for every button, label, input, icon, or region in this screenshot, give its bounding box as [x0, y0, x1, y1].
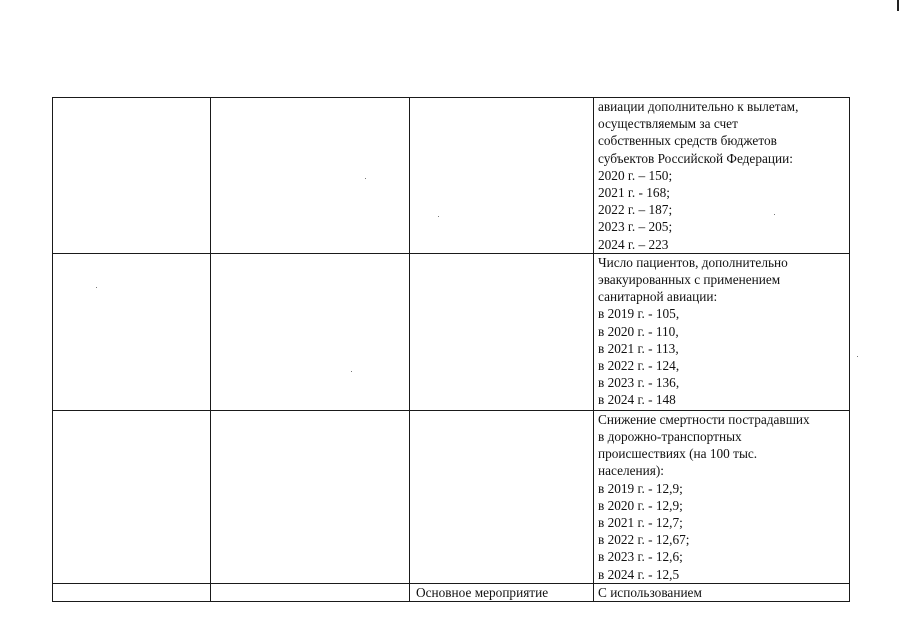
table-cell: [211, 583, 410, 601]
cell-line: в 2020 г. - 110,: [598, 323, 679, 339]
table-cell: [53, 253, 211, 410]
cell-line: 2024 г. – 223: [598, 236, 669, 252]
table-cell: [53, 410, 211, 583]
cell-line: собственных средств бюджетов: [598, 133, 777, 149]
cell-line: в 2022 г. - 124,: [598, 358, 680, 374]
table-cell: [211, 410, 410, 583]
cell-line: в 2019 г. - 12,9;: [598, 480, 683, 496]
cell-line: в 2023 г. - 136,: [598, 375, 680, 391]
cell-line: осуществляемым за счет: [598, 116, 738, 132]
table-row: [53, 583, 850, 601]
table-cell-indicator: [594, 410, 850, 583]
cell-line: в 2024 г. - 148: [598, 392, 676, 408]
table-cell: [410, 98, 594, 254]
table-cell: Основное мероприятие: [410, 583, 594, 601]
cell-line: 2021 г. - 168;: [598, 185, 670, 201]
cell-line: в дорожно-транспортных: [598, 429, 742, 445]
cell-line: авиации дополнительно к вылетам,: [598, 99, 799, 114]
table-cell: [410, 253, 594, 410]
cell-line: в 2024 г. - 12,5: [598, 566, 680, 582]
table-cell-indicator: [594, 98, 850, 254]
scan-speck: [774, 214, 775, 215]
table-cell-indicator: [594, 253, 850, 410]
cell-line: в 2021 г. - 12,7;: [598, 515, 683, 531]
cell-line: 2022 г. – 187;: [598, 202, 673, 218]
cell-line: в 2019 г. - 105,: [598, 306, 680, 322]
table-cell: [53, 583, 211, 601]
cell-line: 2020 г. – 150;: [598, 167, 673, 183]
cell-line: в 2020 г. - 12,9;: [598, 497, 683, 513]
table-cell: [53, 98, 211, 254]
cell-line: происшествиях (на 100 тыс.: [598, 446, 758, 462]
scan-speck: [857, 356, 858, 357]
table-row: [53, 410, 850, 583]
cell-line: эвакуированных с применением: [598, 272, 781, 288]
scan-speck: [96, 287, 97, 288]
table-cell: [410, 410, 594, 583]
document-table: [52, 97, 850, 602]
table-row: [53, 98, 850, 254]
cell-line: в 2023 г. - 12,6;: [598, 549, 683, 565]
cell-line: субъектов Российской Федерации:: [598, 150, 793, 166]
scan-speck: [438, 216, 439, 217]
page-edge-mark: [897, 0, 899, 11]
cell-line: Снижение смертности пострадавших: [598, 411, 810, 427]
table-cell: [211, 98, 410, 254]
cell-line: населения):: [598, 463, 664, 479]
cell-line: С использованием: [598, 584, 702, 600]
cell-line: в 2021 г. - 113,: [598, 340, 679, 356]
scan-speck: [365, 178, 366, 179]
cell-line: в 2022 г. - 12,67;: [598, 532, 690, 548]
table-cell: [211, 253, 410, 410]
table-cell-indicator: [594, 583, 850, 601]
cell-line: 2023 г. – 205;: [598, 219, 673, 235]
scan-speck: [351, 371, 352, 372]
cell-line: Число пациентов, дополнительно: [598, 254, 788, 270]
table-row: [53, 253, 850, 410]
cell-line: санитарной авиации:: [598, 289, 718, 305]
